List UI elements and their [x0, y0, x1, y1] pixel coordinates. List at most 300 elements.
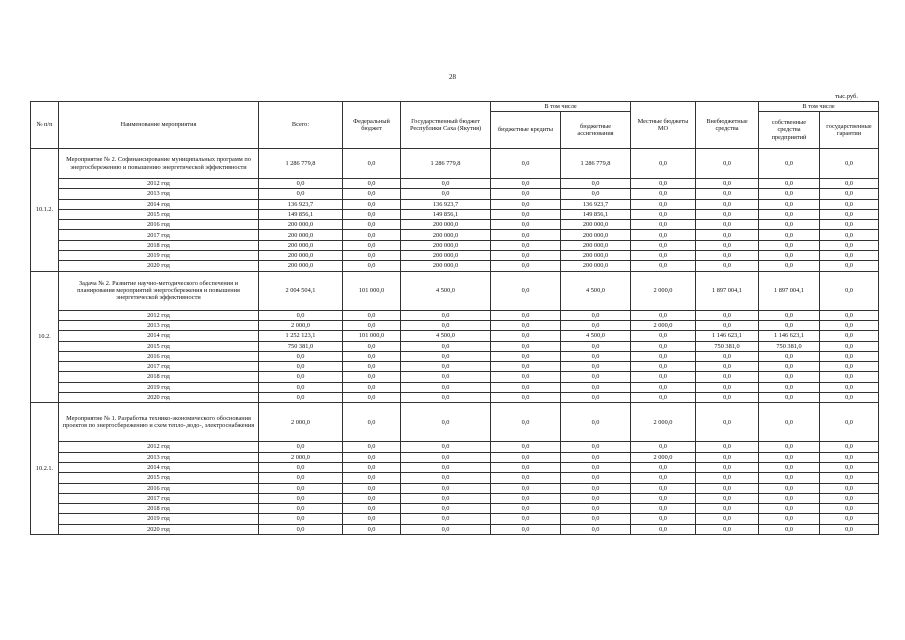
row-value: 4 500,0 [401, 271, 491, 310]
row-value: 0,0 [343, 149, 401, 179]
row-value: 750 381,0 [259, 341, 343, 351]
row-value: 0,0 [343, 514, 401, 524]
row-value: 0,0 [759, 189, 820, 199]
row-value: 0,0 [759, 240, 820, 250]
row-value: 0,0 [343, 362, 401, 372]
table-row-section [31, 149, 879, 179]
row-value: 1 286 779,8 [561, 149, 631, 179]
row-value: 0,0 [696, 442, 759, 452]
row-value: 0,0 [631, 462, 696, 472]
row-value: 0,0 [491, 393, 561, 403]
row-value: 2 000,0 [259, 452, 343, 462]
row-value: 0,0 [631, 179, 696, 189]
row-value: 0,0 [343, 199, 401, 209]
row-value: 0,0 [259, 504, 343, 514]
row-value: 0,0 [631, 514, 696, 524]
row-value: 0,0 [696, 149, 759, 179]
row-name: Задача № 2. Развитие научно-методического обеспечения и планирования мероприятий энергосбережения и повышения энергетической эффективности [59, 271, 259, 310]
row-value: 0,0 [696, 240, 759, 250]
row-value: 0,0 [820, 403, 879, 442]
table-body [31, 149, 879, 535]
row-value: 0,0 [401, 473, 491, 483]
row-value: 0,0 [631, 393, 696, 403]
row-year: 2019 год [59, 251, 259, 261]
row-value: 0,0 [631, 341, 696, 351]
row-value: 0,0 [259, 442, 343, 452]
budget-table [30, 101, 879, 535]
row-value: 200 000,0 [259, 220, 343, 230]
table-row-year [31, 341, 879, 351]
row-year: 2018 год [59, 504, 259, 514]
table-row-year [31, 251, 879, 261]
row-value: 0,0 [696, 514, 759, 524]
row-value: 0,0 [820, 524, 879, 534]
row-value: 0,0 [343, 251, 401, 261]
row-value: 0,0 [259, 351, 343, 361]
row-value: 0,0 [259, 310, 343, 320]
row-value: 0,0 [820, 372, 879, 382]
row-value: 2 000,0 [631, 452, 696, 462]
row-value: 0,0 [561, 524, 631, 534]
table-row-section [31, 271, 879, 310]
row-value: 0,0 [820, 442, 879, 452]
table-row-section [31, 403, 879, 442]
row-value: 0,0 [631, 362, 696, 372]
row-year: 2018 год [59, 372, 259, 382]
table-row-year [31, 452, 879, 462]
row-name: Мероприятие № 2. Софинансирование муниципальных программ по энергосбережению и повышению энергетической эффективности [59, 149, 259, 179]
row-value: 0,0 [343, 341, 401, 351]
row-value: 0,0 [343, 382, 401, 392]
row-value: 0,0 [820, 209, 879, 219]
row-value: 0,0 [820, 514, 879, 524]
row-value: 0,0 [631, 351, 696, 361]
row-value: 0,0 [820, 351, 879, 361]
table-row-year [31, 442, 879, 452]
row-value: 0,0 [343, 493, 401, 503]
row-value: 0,0 [759, 310, 820, 320]
row-value: 0,0 [561, 362, 631, 372]
row-value: 0,0 [561, 473, 631, 483]
row-value: 0,0 [491, 149, 561, 179]
row-value: 0,0 [259, 473, 343, 483]
row-value: 0,0 [401, 393, 491, 403]
row-value: 0,0 [561, 483, 631, 493]
row-value: 0,0 [820, 452, 879, 462]
row-year: 2016 год [59, 483, 259, 493]
row-value: 0,0 [259, 189, 343, 199]
table-row-year [31, 362, 879, 372]
row-value: 0,0 [259, 493, 343, 503]
row-value: 0,0 [820, 199, 879, 209]
row-value: 0,0 [401, 504, 491, 514]
row-value: 0,0 [759, 462, 820, 472]
row-value: 2 000,0 [259, 320, 343, 330]
table-row-year [31, 320, 879, 330]
row-value: 0,0 [696, 220, 759, 230]
header-incl2: В том числе [759, 102, 879, 112]
row-value: 0,0 [820, 189, 879, 199]
row-value: 0,0 [820, 462, 879, 472]
row-value: 0,0 [401, 403, 491, 442]
row-value: 0,0 [343, 504, 401, 514]
row-value: 2 000,0 [631, 320, 696, 330]
row-value: 0,0 [820, 483, 879, 493]
row-year: 2013 год [59, 320, 259, 330]
row-year: 2015 год [59, 209, 259, 219]
row-value: 1 897 004,1 [696, 271, 759, 310]
row-value: 0,0 [491, 230, 561, 240]
row-value: 0,0 [631, 524, 696, 534]
table-row-year [31, 179, 879, 189]
row-value: 0,0 [491, 483, 561, 493]
row-year: 2019 год [59, 382, 259, 392]
row-value: 0,0 [820, 493, 879, 503]
row-value: 0,0 [759, 209, 820, 219]
row-value: 0,0 [343, 351, 401, 361]
row-value: 0,0 [631, 199, 696, 209]
header-federal: Федеральный бюджет [343, 102, 401, 149]
row-value: 0,0 [491, 189, 561, 199]
row-year: 2015 год [59, 341, 259, 351]
row-value: 0,0 [259, 372, 343, 382]
row-value: 0,0 [759, 362, 820, 372]
row-value: 200 000,0 [259, 240, 343, 250]
row-value: 0,0 [561, 310, 631, 320]
header-own: собственные средства предприятий [759, 112, 820, 149]
row-number: 10.2. [31, 271, 59, 403]
row-year: 2017 год [59, 362, 259, 372]
row-value: 0,0 [759, 393, 820, 403]
header-credits: бюджетные кредиты [491, 112, 561, 149]
row-value: 149 856,1 [401, 209, 491, 219]
row-value: 0,0 [401, 320, 491, 330]
row-value: 0,0 [401, 514, 491, 524]
row-value: 0,0 [491, 261, 561, 271]
row-value: 0,0 [561, 403, 631, 442]
row-value: 0,0 [491, 251, 561, 261]
row-value: 0,0 [696, 189, 759, 199]
row-value: 0,0 [561, 351, 631, 361]
row-value: 750 381,0 [759, 341, 820, 351]
row-value: 0,0 [631, 473, 696, 483]
row-value: 0,0 [631, 230, 696, 240]
row-value: 0,0 [343, 320, 401, 330]
row-value: 0,0 [696, 452, 759, 462]
table-row-year [31, 524, 879, 534]
row-value: 0,0 [759, 524, 820, 534]
row-value: 0,0 [561, 462, 631, 472]
row-value: 0,0 [820, 271, 879, 310]
row-value: 0,0 [631, 372, 696, 382]
row-value: 200 000,0 [561, 230, 631, 240]
row-value: 0,0 [561, 393, 631, 403]
row-value: 0,0 [401, 382, 491, 392]
row-value: 1 252 123,1 [259, 331, 343, 341]
row-value: 0,0 [343, 473, 401, 483]
row-value: 0,0 [491, 524, 561, 534]
row-value: 0,0 [343, 179, 401, 189]
row-value: 4 500,0 [561, 271, 631, 310]
row-value: 0,0 [759, 442, 820, 452]
row-year: 2020 год [59, 261, 259, 271]
row-value: 0,0 [759, 372, 820, 382]
row-value: 0,0 [631, 209, 696, 219]
header-guarantees: государственные гарантии [820, 112, 879, 149]
row-year: 2016 год [59, 351, 259, 361]
row-year: 2020 год [59, 393, 259, 403]
row-value: 0,0 [491, 493, 561, 503]
row-value: 0,0 [759, 382, 820, 392]
table-row-year [31, 209, 879, 219]
row-value: 0,0 [820, 331, 879, 341]
row-value: 0,0 [491, 209, 561, 219]
row-value: 0,0 [343, 209, 401, 219]
row-value: 1 146 623,1 [759, 331, 820, 341]
row-value: 0,0 [820, 179, 879, 189]
row-value: 0,0 [401, 189, 491, 199]
row-value: 0,0 [631, 382, 696, 392]
row-value: 0,0 [561, 189, 631, 199]
row-value: 0,0 [401, 452, 491, 462]
header-incl: В том числе [491, 102, 631, 112]
row-value: 0,0 [491, 351, 561, 361]
row-value: 101 000,0 [343, 331, 401, 341]
row-value: 136 923,7 [561, 199, 631, 209]
row-value: 0,0 [696, 351, 759, 361]
row-value: 0,0 [631, 504, 696, 514]
row-year: 2019 год [59, 514, 259, 524]
row-value: 0,0 [491, 199, 561, 209]
row-value: 0,0 [401, 362, 491, 372]
row-value: 200 000,0 [401, 261, 491, 271]
row-value: 0,0 [491, 504, 561, 514]
page-number: 28 [449, 73, 456, 81]
row-value: 0,0 [696, 179, 759, 189]
row-value: 0,0 [696, 493, 759, 503]
table-row-year [31, 240, 879, 250]
row-value: 0,0 [343, 230, 401, 240]
row-value: 0,0 [820, 149, 879, 179]
row-value: 0,0 [343, 462, 401, 472]
row-value: 0,0 [759, 473, 820, 483]
row-value: 2 000,0 [631, 403, 696, 442]
row-value: 0,0 [491, 310, 561, 320]
row-value: 0,0 [401, 462, 491, 472]
row-value: 0,0 [820, 251, 879, 261]
row-value: 2 000,0 [631, 271, 696, 310]
table-row-year [31, 189, 879, 199]
row-value: 0,0 [696, 504, 759, 514]
row-year: 2014 год [59, 462, 259, 472]
row-value: 0,0 [401, 351, 491, 361]
row-value: 149 856,1 [259, 209, 343, 219]
row-value: 0,0 [759, 351, 820, 361]
units-label: тыс.руб. [835, 93, 858, 100]
row-value: 0,0 [631, 483, 696, 493]
row-value: 0,0 [401, 179, 491, 189]
row-value: 1 897 004,1 [759, 271, 820, 310]
row-value: 0,0 [820, 261, 879, 271]
row-value: 0,0 [491, 220, 561, 230]
row-value: 0,0 [696, 251, 759, 261]
row-value: 0,0 [759, 504, 820, 514]
row-value: 0,0 [696, 230, 759, 240]
row-value: 0,0 [343, 403, 401, 442]
row-value: 0,0 [343, 483, 401, 493]
row-value: 0,0 [259, 179, 343, 189]
row-value: 200 000,0 [259, 230, 343, 240]
row-value: 0,0 [820, 230, 879, 240]
row-value: 0,0 [759, 403, 820, 442]
row-value: 0,0 [631, 189, 696, 199]
row-value: 200 000,0 [401, 230, 491, 240]
row-value: 200 000,0 [561, 251, 631, 261]
row-value: 0,0 [343, 261, 401, 271]
table-row-year [31, 483, 879, 493]
row-value: 0,0 [631, 331, 696, 341]
row-value: 0,0 [343, 240, 401, 250]
row-year: 2017 год [59, 230, 259, 240]
header-offbudget: Внебюджетные средства [696, 102, 759, 149]
row-value: 0,0 [401, 493, 491, 503]
row-value: 0,0 [491, 179, 561, 189]
row-year: 2012 год [59, 179, 259, 189]
row-value: 0,0 [696, 310, 759, 320]
row-year: 2013 год [59, 189, 259, 199]
row-value: 0,0 [820, 393, 879, 403]
row-value: 0,0 [491, 514, 561, 524]
row-value: 136 923,7 [401, 199, 491, 209]
row-value: 0,0 [820, 240, 879, 250]
row-value: 0,0 [631, 251, 696, 261]
row-value: 0,0 [343, 524, 401, 534]
table-row-year [31, 393, 879, 403]
row-value: 0,0 [759, 251, 820, 261]
table-row-year [31, 462, 879, 472]
row-value: 0,0 [561, 504, 631, 514]
row-value: 0,0 [491, 362, 561, 372]
row-number: 10.2.1. [31, 403, 59, 535]
row-year: 2018 год [59, 240, 259, 250]
row-value: 0,0 [401, 524, 491, 534]
row-value: 0,0 [561, 179, 631, 189]
row-value: 2 000,0 [259, 403, 343, 442]
row-value: 0,0 [259, 382, 343, 392]
row-value: 0,0 [696, 382, 759, 392]
row-value: 200 000,0 [401, 240, 491, 250]
row-value: 0,0 [759, 199, 820, 209]
row-value: 0,0 [696, 462, 759, 472]
row-year: 2020 год [59, 524, 259, 534]
header-allocations: бюджетные ассигнования [561, 112, 631, 149]
table-row-year [31, 351, 879, 361]
row-value: 0,0 [343, 310, 401, 320]
row-value: 0,0 [696, 209, 759, 219]
table-row-year [31, 261, 879, 271]
table-row-year [31, 310, 879, 320]
row-value: 1 286 779,8 [259, 149, 343, 179]
row-value: 0,0 [759, 179, 820, 189]
row-value: 0,0 [696, 372, 759, 382]
row-value: 0,0 [491, 320, 561, 330]
row-value: 0,0 [820, 504, 879, 514]
table-row-year [31, 199, 879, 209]
row-value: 0,0 [491, 372, 561, 382]
row-year: 2012 год [59, 442, 259, 452]
row-value: 0,0 [759, 261, 820, 271]
row-value: 0,0 [343, 442, 401, 452]
row-value: 0,0 [696, 393, 759, 403]
row-value: 0,0 [561, 372, 631, 382]
row-value: 0,0 [759, 149, 820, 179]
row-value: 0,0 [696, 199, 759, 209]
table-row-year [31, 230, 879, 240]
row-value: 0,0 [401, 341, 491, 351]
row-value: 0,0 [696, 403, 759, 442]
row-year: 2015 год [59, 473, 259, 483]
row-value: 0,0 [401, 442, 491, 452]
table-row-year [31, 473, 879, 483]
row-value: 0,0 [759, 493, 820, 503]
row-year: 2014 год [59, 331, 259, 341]
row-value: 0,0 [401, 483, 491, 493]
row-year: 2013 год [59, 452, 259, 462]
row-value: 0,0 [491, 271, 561, 310]
row-value: 0,0 [696, 362, 759, 372]
row-value: 0,0 [561, 452, 631, 462]
row-value: 0,0 [759, 514, 820, 524]
row-value: 0,0 [491, 442, 561, 452]
row-value: 0,0 [561, 341, 631, 351]
row-value: 0,0 [631, 261, 696, 271]
row-value: 200 000,0 [401, 220, 491, 230]
row-value: 101 000,0 [343, 271, 401, 310]
table-row-year [31, 514, 879, 524]
row-value: 1 146 623,1 [696, 331, 759, 341]
row-value: 0,0 [561, 442, 631, 452]
row-value: 200 000,0 [561, 220, 631, 230]
row-value: 750 381,0 [696, 341, 759, 351]
table-row-year [31, 382, 879, 392]
row-value: 200 000,0 [259, 251, 343, 261]
row-year: 2014 год [59, 199, 259, 209]
header-num: № п/п [31, 102, 59, 149]
row-year: 2012 год [59, 310, 259, 320]
row-value: 0,0 [631, 149, 696, 179]
row-value: 0,0 [820, 362, 879, 372]
row-value: 136 923,7 [259, 199, 343, 209]
row-value: 0,0 [696, 483, 759, 493]
row-value: 2 004 504,1 [259, 271, 343, 310]
row-value: 0,0 [561, 320, 631, 330]
row-value: 200 000,0 [259, 261, 343, 271]
row-value: 1 286 779,8 [401, 149, 491, 179]
row-value: 0,0 [561, 382, 631, 392]
row-value: 200 000,0 [561, 261, 631, 271]
row-value: 4 500,0 [401, 331, 491, 341]
row-value: 0,0 [820, 382, 879, 392]
table-row-year [31, 493, 879, 503]
row-value: 0,0 [343, 220, 401, 230]
row-value: 0,0 [401, 310, 491, 320]
header-state: Государственный бюджет Республики Саха (Якутия) [401, 102, 491, 149]
row-value: 0,0 [259, 393, 343, 403]
row-value: 0,0 [820, 220, 879, 230]
row-value: 0,0 [696, 261, 759, 271]
row-value: 0,0 [820, 320, 879, 330]
row-value: 0,0 [631, 240, 696, 250]
